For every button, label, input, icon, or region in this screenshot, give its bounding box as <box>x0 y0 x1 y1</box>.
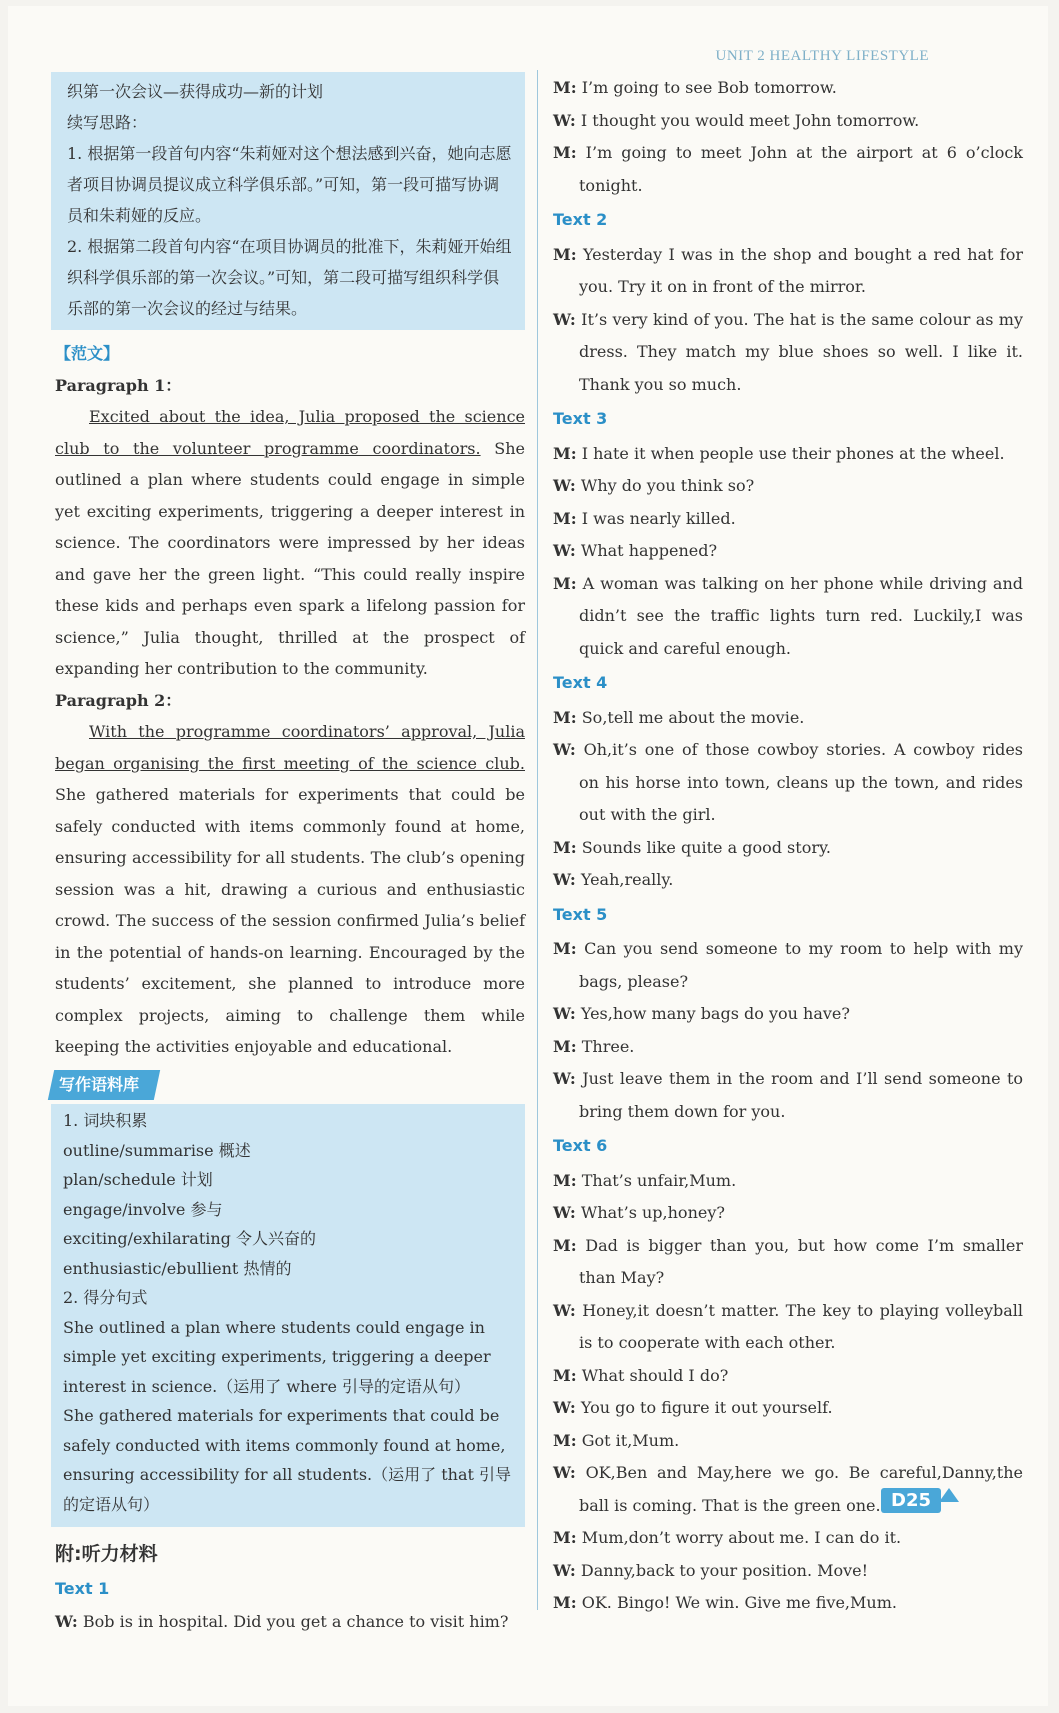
dialogue-line <box>553 1230 1023 1295</box>
utterance: Yesterday I was in the shop and bought a red hat for you. Try it on in front of the mirror. <box>579 244 1023 296</box>
dialogue-line <box>553 1197 1023 1230</box>
utterance: I’m going to meet John at the airport at 6 o’clock tonight. <box>579 143 1023 195</box>
utterance: Dad is bigger than you, but how come I’m smaller than May? <box>579 1235 1023 1287</box>
speaker: M: <box>553 508 577 528</box>
speaker: M: <box>553 1170 577 1190</box>
speaker: M: <box>553 1365 577 1385</box>
text-1-continued <box>553 72 1023 202</box>
dialogue-line <box>55 1606 525 1638</box>
utterance: That’s unfair,Mum. <box>581 1170 737 1190</box>
corpus-line: She gathered materials for experiments that could be safely conducted with items commonly found at home, ensuring accessibility for all students.（运用了 that 引导的定语从句） <box>63 1406 512 1514</box>
speaker: W: <box>553 110 576 130</box>
appendix-title: 附:听力材料 <box>55 1543 158 1565</box>
dialogue-line <box>553 1425 1023 1458</box>
paragraph-1-body: She outlined a plan where students could engage in simple yet exciting experiments, triggering a deeper interest in science. The coordinators were impressed by her ideas and gave her the green light. “This could really inspire these kids and perhaps even spark a lifelong passion for science,” Julia thought, thrilled at the prospect of expanding her contribution to the community. <box>55 438 525 678</box>
speaker: M: <box>553 78 577 97</box>
speaker: W: <box>553 1300 576 1320</box>
utterance: Just leave them in the room and I’ll send someone to bring them down for you. <box>579 1069 1023 1121</box>
speaker: M: <box>553 1593 577 1612</box>
utterance: Three. <box>581 1036 635 1056</box>
listening-texts <box>553 204 1023 1620</box>
paragraph-1-lead: Excited about the idea, Julia proposed the science club to the volunteer programme coordinators. <box>55 407 525 458</box>
utterance: Got it,Mum. <box>581 1430 680 1450</box>
utterance: It’s very kind of you. The hat is the same colour as my dress. They match my blue shoes so well. I like it. Thank you so much. <box>579 309 1023 394</box>
speaker: M: <box>553 1430 577 1450</box>
utterance: I thought you would meet John tomorrow. <box>580 110 920 130</box>
text-6-title: Text 6 <box>553 1136 608 1155</box>
dialogue-line <box>553 1165 1023 1198</box>
dialogue-line <box>553 568 1023 666</box>
dialogue-line <box>553 470 1023 503</box>
paragraph-2-body: She gathered materials for experiments that could be safely conducted with items commonly found at home, ensuring accessibility for all students. The club’s opening session was a hit, drawing a curious and enthusiastic crowd. The success of the session confirmed Julia’s belief in the potential of hands-on learning. Encouraged by the students’ excitement, she planned to introduce more complex projects, aiming to challenge them while keeping the activities enjoyable and educational. <box>55 785 525 1056</box>
outline-line: 续写思路： <box>67 113 148 132</box>
dialogue-line <box>553 304 1023 402</box>
corpus-line: She outlined a plan where students could engage in simple yet exciting experiments, triggering a deeper interest in science.（运用了 where 引导的定语从句） <box>63 1317 491 1396</box>
speaker: W: <box>553 309 576 329</box>
corpus-line: exciting/exhilarating 令人兴奋的 <box>63 1229 316 1248</box>
speaker: W: <box>55 1612 78 1631</box>
left-column <box>55 72 525 1638</box>
utterance: Bob is in hospital. Did you get a chance to visit him? <box>82 1612 509 1631</box>
outline-line: 织第一次会议—获得成功—新的计划 <box>67 82 324 101</box>
utterance: I was nearly killed. <box>581 508 736 528</box>
dialogue-line <box>553 1555 1023 1588</box>
speaker: W: <box>553 1203 576 1222</box>
utterance: Honey,it doesn’t matter. The key to playing volleyball is to cooperate with each other. <box>579 1300 1024 1352</box>
corpus-line: 1. 词块积累 <box>63 1111 148 1130</box>
speaker: W: <box>553 740 576 759</box>
speaker: M: <box>553 939 577 958</box>
speaker: M: <box>553 443 577 463</box>
utterance: I’m going to see Bob tomorrow. <box>581 78 837 97</box>
corpus-title-text: 写作语料库 <box>59 1074 140 1094</box>
dialogue-line <box>553 137 1023 202</box>
dialogue-line <box>553 503 1023 536</box>
outline-line: 2. 根据第二段首句内容“在项目协调员的批准下，朱莉娅开始组织科学俱乐部的第一次会议。”可知，第二段可描写组织科学俱乐部的第一次会议的经过与结果。 <box>67 237 512 318</box>
utterance: Mum,don’t worry about me. I can do it. <box>581 1528 902 1547</box>
speaker: M: <box>553 1036 577 1056</box>
text-2-title: Text 2 <box>553 210 608 229</box>
dialogue-line <box>553 832 1023 865</box>
dialogue-line <box>553 933 1023 998</box>
writing-corpus-section <box>55 1069 525 1528</box>
dialogue-line <box>553 72 1023 105</box>
paragraph-2-lead: With the programme coordinators’ approval, Julia began organising the first meeting of the science club. <box>55 722 525 773</box>
dialogue-line <box>553 1031 1023 1064</box>
speaker: M: <box>553 837 577 857</box>
corpus-line: engage/involve 参与 <box>63 1199 223 1219</box>
speaker: W: <box>553 476 576 495</box>
dialogue-line <box>553 1587 1023 1620</box>
corpus-box <box>51 1104 525 1527</box>
speaker: W: <box>553 1398 576 1417</box>
speaker: W: <box>553 1463 576 1482</box>
utterance: Sounds like quite a good story. <box>581 837 831 857</box>
text-1-title: Text 1 <box>55 1578 110 1598</box>
paragraph-2-label: Paragraph 2： <box>55 690 182 710</box>
utterance: Yeah,really. <box>580 870 674 889</box>
paragraph-1 <box>55 401 525 685</box>
speaker: W: <box>553 870 576 889</box>
utterance: A woman was talking on her phone while driving and didn’t see the traffic lights turn red. Luckily,I was quick and careful enough. <box>579 573 1023 658</box>
utterance: So,tell me about the movie. <box>581 707 805 727</box>
speaker: W: <box>553 1004 576 1023</box>
dialogue-line <box>553 1295 1023 1360</box>
column-divider <box>537 70 538 1610</box>
dialogue-line <box>553 1360 1023 1393</box>
page-number: D25 <box>881 1488 941 1513</box>
utterance: What’s up,honey? <box>580 1203 725 1222</box>
text-3-title: Text 3 <box>553 409 608 428</box>
dialogue-line <box>553 864 1023 897</box>
speaker: M: <box>553 1528 577 1547</box>
page-arrow-icon <box>939 1488 959 1502</box>
speaker: W: <box>553 1560 576 1580</box>
utterance: I hate it when people use their phones at the wheel. <box>581 443 1005 463</box>
dialogue-line <box>553 239 1023 304</box>
utterance: You go to figure it out yourself. <box>580 1398 833 1417</box>
dialogue-line <box>553 998 1023 1031</box>
utterance: OK,Ben and May,here we go. Be careful,Danny,the ball is coming. That is the green one. <box>579 1463 1023 1515</box>
utterance: Can you send someone to my room to help with my bags, please? <box>579 939 1023 991</box>
dialogue-line <box>553 734 1023 832</box>
corpus-line: plan/schedule 计划 <box>63 1170 213 1189</box>
corpus-line: outline/summarise 概述 <box>63 1140 251 1160</box>
dialogue-line <box>553 1063 1023 1128</box>
speaker: W: <box>553 541 576 560</box>
text-5-title: Text 5 <box>553 904 608 924</box>
writing-outline-box <box>51 72 525 330</box>
utterance: What happened? <box>580 541 718 560</box>
utterance: Why do you think so? <box>580 476 755 495</box>
dialogue-line <box>553 105 1023 138</box>
dialogue-line <box>553 702 1023 735</box>
outline-line: 1. 根据第一段首句内容“朱莉娅对这个想法感到兴奋，她向志愿者项目协调员提议成立科学俱乐部。”可知，第一段可描写协调员和朱莉娅的反应。 <box>67 144 512 225</box>
right-column <box>553 72 1023 1620</box>
speaker: M: <box>553 244 577 264</box>
utterance: OK. Bingo! We win. Give me five,Mum. <box>581 1593 897 1612</box>
utterance: Danny,back to your position. Move! <box>580 1560 869 1580</box>
speaker: W: <box>553 1069 576 1088</box>
dialogue-line <box>553 1522 1023 1555</box>
speaker: M: <box>553 1235 577 1255</box>
utterance: Yes,how many bags do you have? <box>580 1004 850 1023</box>
text-4-title: Text 4 <box>553 673 608 692</box>
utterance: Oh,it’s one of those cowboy stories. A cowboy rides on his horse into town, cleans up the town, and rides out with the girl. <box>579 740 1023 824</box>
speaker: M: <box>553 143 577 162</box>
speaker: M: <box>553 573 577 593</box>
paragraph-1-label: Paragraph 1： <box>55 375 182 395</box>
paragraph-2 <box>55 716 525 1063</box>
model-essay-tag: 【范文】 <box>55 344 120 363</box>
corpus-title <box>48 1070 160 1100</box>
utterance: What should I do? <box>581 1365 729 1385</box>
speaker: M: <box>553 707 577 727</box>
corpus-line: enthusiastic/ebullient 热情的 <box>63 1258 292 1278</box>
running-header: UNIT 2 HEALTHY LIFESTYLE <box>715 48 929 64</box>
corpus-line: 2. 得分句式 <box>63 1288 148 1307</box>
dialogue-line <box>553 535 1023 568</box>
dialogue-line <box>553 1392 1023 1425</box>
dialogue-line <box>553 438 1023 471</box>
